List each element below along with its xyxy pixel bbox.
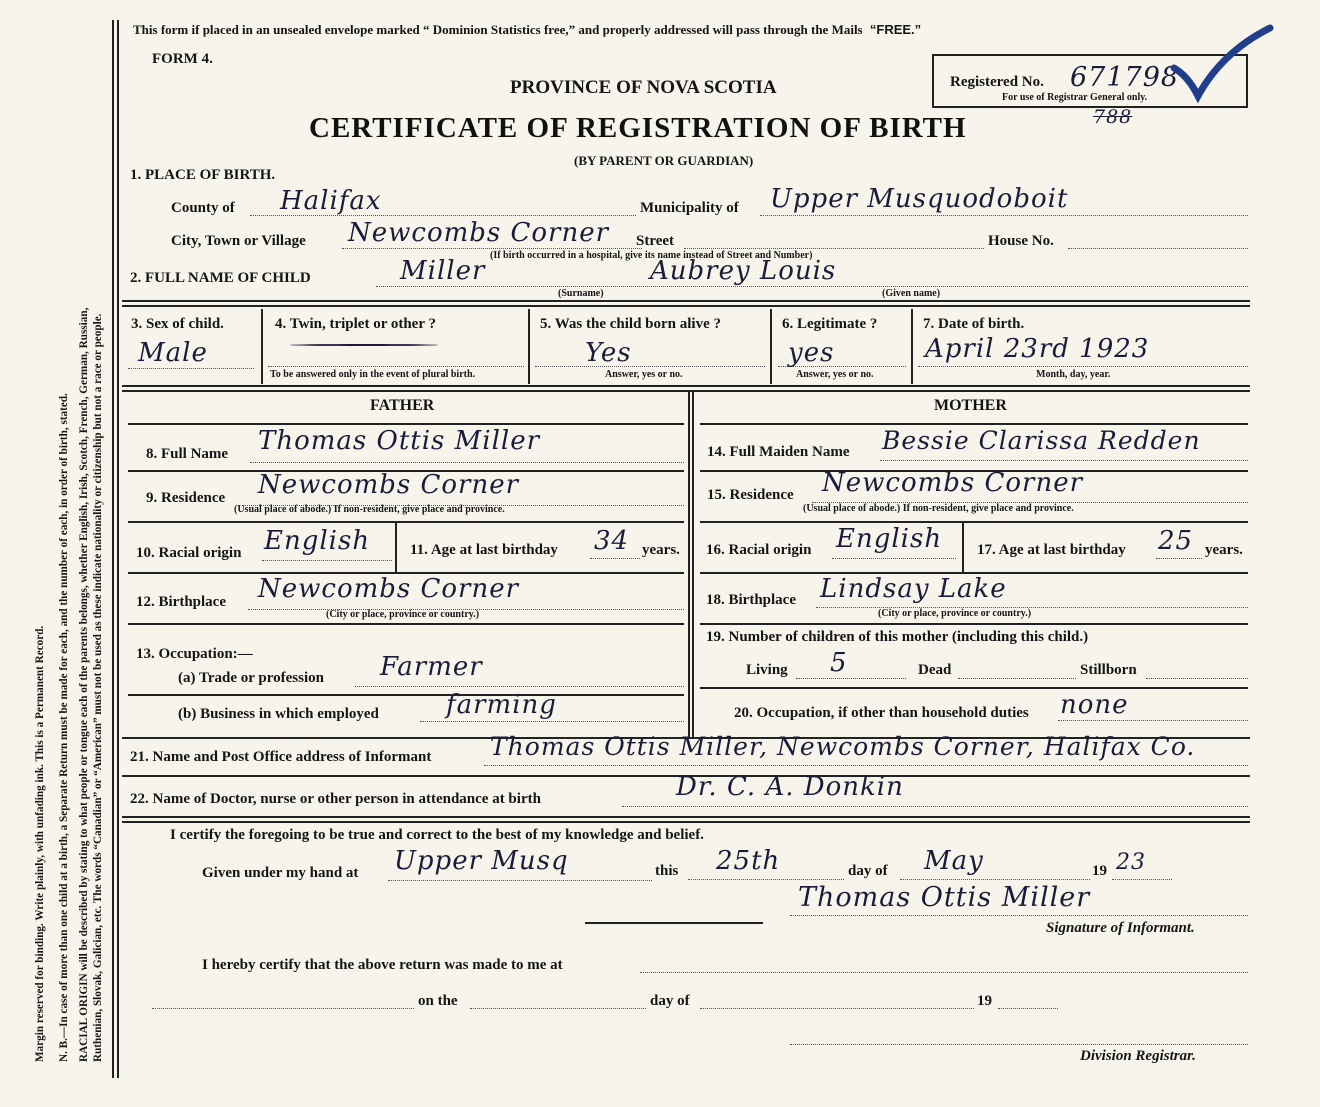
father-residence-value: Newcombs Corner	[258, 470, 520, 500]
hospital-note: (If birth occurred in a hospital, give its name instead of Street and Number)	[490, 250, 813, 261]
father-name-value: Thomas Ottis Miller	[258, 426, 541, 456]
signature-caption: Signature of Informant.	[1046, 920, 1195, 936]
margin-note-racial-origin-cont: Ruthenian, Slovak, Galician, etc. The words “Canadian” or “American” must not be used as these indicate nationality or citizenship but not a race or people.	[92, 313, 104, 1062]
certificate-subtitle: (BY PARENT OR GUARDIAN)	[574, 153, 754, 168]
stillborn-label: Stillborn	[1080, 662, 1137, 678]
street-label: Street	[636, 233, 675, 249]
father-residence-label: 9. Residence	[146, 490, 226, 506]
given-place-value: Upper Musq	[394, 846, 569, 876]
registered-number: 671798	[1070, 62, 1180, 93]
born-alive-label: 5. Was the child born alive ?	[540, 316, 721, 332]
informant-signature: Thomas Ottis Miller	[798, 882, 1091, 913]
child-name-label: 2. FULL NAME OF CHILD	[130, 270, 311, 286]
mother-age-unit: years.	[1205, 542, 1243, 558]
given-name-caption: (Given name)	[882, 288, 941, 299]
mother-racial-value: English	[836, 524, 943, 554]
legitimate-value: yes	[788, 338, 835, 368]
business-label: (b) Business in which employed	[178, 706, 379, 722]
registrar-statement: I hereby certify that the above return was made to me at	[202, 957, 563, 973]
division-registrar-caption: Division Registrar.	[1080, 1048, 1196, 1064]
legitimate-label: 6. Legitimate ?	[782, 316, 878, 332]
mother-residence-note: (Usual place of abode.) If non-resident, give place and province.	[803, 503, 1074, 514]
margin-note-racial-origin: RACIAL ORIGIN will be described by stating to what people or tongue each of the parents belongs, whether English, Irish, Scotch, French, German, Russian,	[78, 307, 90, 1062]
day-of-label: day of	[848, 863, 888, 879]
child-surname-value: Miller	[400, 256, 486, 286]
date-of-birth-value: April 23rd 1923	[925, 334, 1150, 364]
municipality-label: Municipality of	[640, 200, 739, 216]
mother-residence-value: Newcombs Corner	[822, 468, 1084, 498]
given-under-hand-label: Given under my hand at	[202, 865, 359, 881]
date-of-birth-label: 7. Date of birth.	[923, 316, 1025, 332]
twin-note: To be answered only in the event of plural birth.	[270, 369, 476, 380]
born-alive-value: Yes	[585, 338, 632, 368]
mother-birthplace-label: 18. Birthplace	[706, 592, 796, 608]
father-age-value: 34	[594, 526, 630, 556]
twin-dash	[290, 344, 438, 346]
mother-racial-label: 16. Racial origin	[706, 542, 812, 558]
certification-statement: I certify the foregoing to be true and correct to the best of my knowledge and belief.	[170, 827, 704, 843]
mother-birthplace-note: (City or place, province or country.)	[878, 608, 1032, 619]
crossed-number: 788	[1093, 106, 1133, 128]
place-of-birth-heading: 1. PLACE OF BIRTH.	[130, 167, 276, 183]
twin-label: 4. Twin, triplet or other ?	[275, 316, 436, 332]
mother-birthplace-value: Lindsay Lake	[820, 574, 1007, 604]
father-heading: FATHER	[370, 397, 435, 414]
doctor-label: 22. Name of Doctor, nurse or other person in attendance at birth	[130, 791, 541, 807]
mother-heading: MOTHER	[934, 397, 1007, 414]
margin-note-binding: Margin reserved for binding. Write plainly, with unfading ink. This is a Permanent Record.	[34, 625, 46, 1062]
mother-occupation-value: none	[1060, 690, 1129, 720]
trade-value: Farmer	[380, 652, 483, 682]
registered-label: Registered No.	[950, 74, 1044, 90]
margin-border	[112, 20, 114, 1078]
mother-name-label: 14. Full Maiden Name	[707, 444, 850, 460]
mother-residence-label: 15. Residence	[707, 487, 794, 503]
margin-border-inner	[117, 20, 119, 1078]
mother-name-value: Bessie Clarissa Redden	[882, 426, 1201, 455]
postal-free: “FREE.”	[869, 22, 922, 37]
mother-occupation-label: 20. Occupation, if other than household duties	[734, 705, 1029, 721]
registrar-day-of: day of	[650, 993, 690, 1009]
margin-note-multiple-births: N. B.—In case of more than one child at a birth, a Separate Return must be made for each, and the number of each, in order of birth, stated.	[58, 393, 70, 1062]
born-alive-note: Answer, yes or no.	[605, 369, 683, 380]
legitimate-note: Answer, yes or no.	[796, 369, 874, 380]
father-occupation-label: 13. Occupation:—	[136, 646, 253, 662]
child-given-value: Aubrey Louis	[650, 256, 837, 286]
informant-label: 21. Name and Post Office address of Informant	[130, 749, 432, 765]
month-value: May	[924, 846, 984, 876]
living-label: Living	[746, 662, 788, 678]
father-birthplace-note: (City or place, province or country.)	[326, 609, 480, 620]
form-number: FORM 4.	[152, 51, 213, 67]
municipality-value: Upper Musquodoboit	[770, 184, 1069, 214]
father-name-label: 8. Full Name	[146, 446, 229, 462]
father-age-label: 11. Age at last birthday	[410, 542, 558, 558]
certificate-title: CERTIFICATE OF REGISTRATION OF BIRTH	[309, 112, 967, 144]
living-value: 5	[830, 648, 848, 678]
children-count-label: 19. Number of children of this mother (including this child.)	[706, 629, 1089, 645]
father-racial-label: 10. Racial origin	[136, 545, 242, 561]
surname-caption: (Surname)	[558, 288, 604, 299]
father-age-unit: years.	[642, 542, 680, 558]
sex-value: Male	[138, 338, 208, 368]
mother-age-value: 25	[1158, 526, 1194, 556]
dead-label: Dead	[918, 662, 952, 678]
registrar-note: For use of Registrar General only.	[1002, 92, 1148, 103]
county-value: Halifax	[280, 186, 382, 216]
year-value: 23	[1116, 850, 1146, 875]
mother-age-label: 17. Age at last birthday	[977, 542, 1126, 558]
business-value: farming	[446, 690, 557, 720]
father-racial-value: English	[264, 526, 371, 556]
registrar-on-the: on the	[418, 993, 458, 1009]
house-number-label: House No.	[988, 233, 1054, 249]
day-value: 25th	[716, 846, 781, 876]
year-prefix: 19	[1092, 863, 1107, 879]
doctor-value: Dr. C. A. Donkin	[676, 772, 904, 802]
postal-note: This form if placed in an unsealed envelope marked “ Dominion Statistics free,” and properly addressed will pass through the Mails	[133, 22, 863, 37]
registrar-year-prefix: 19	[977, 993, 992, 1009]
father-birthplace-value: Newcombs Corner	[258, 574, 520, 604]
city-label: City, Town or Village	[171, 233, 306, 249]
date-of-birth-note: Month, day, year.	[1036, 369, 1111, 380]
informant-value: Thomas Ottis Miller, Newcombs Corner, Halifax Co.	[490, 732, 1196, 761]
this-label: this	[655, 863, 679, 879]
city-value: Newcombs Corner	[348, 218, 610, 248]
sex-label: 3. Sex of child.	[131, 316, 224, 332]
province-heading: PROVINCE OF NOVA SCOTIA	[510, 77, 777, 98]
father-residence-note: (Usual place of abode.) If non-resident, give place and province.	[234, 504, 505, 515]
trade-label: (a) Trade or profession	[178, 670, 324, 686]
check-mark-icon	[1170, 24, 1275, 104]
county-label: County of	[171, 200, 235, 216]
father-birthplace-label: 12. Birthplace	[136, 594, 226, 610]
